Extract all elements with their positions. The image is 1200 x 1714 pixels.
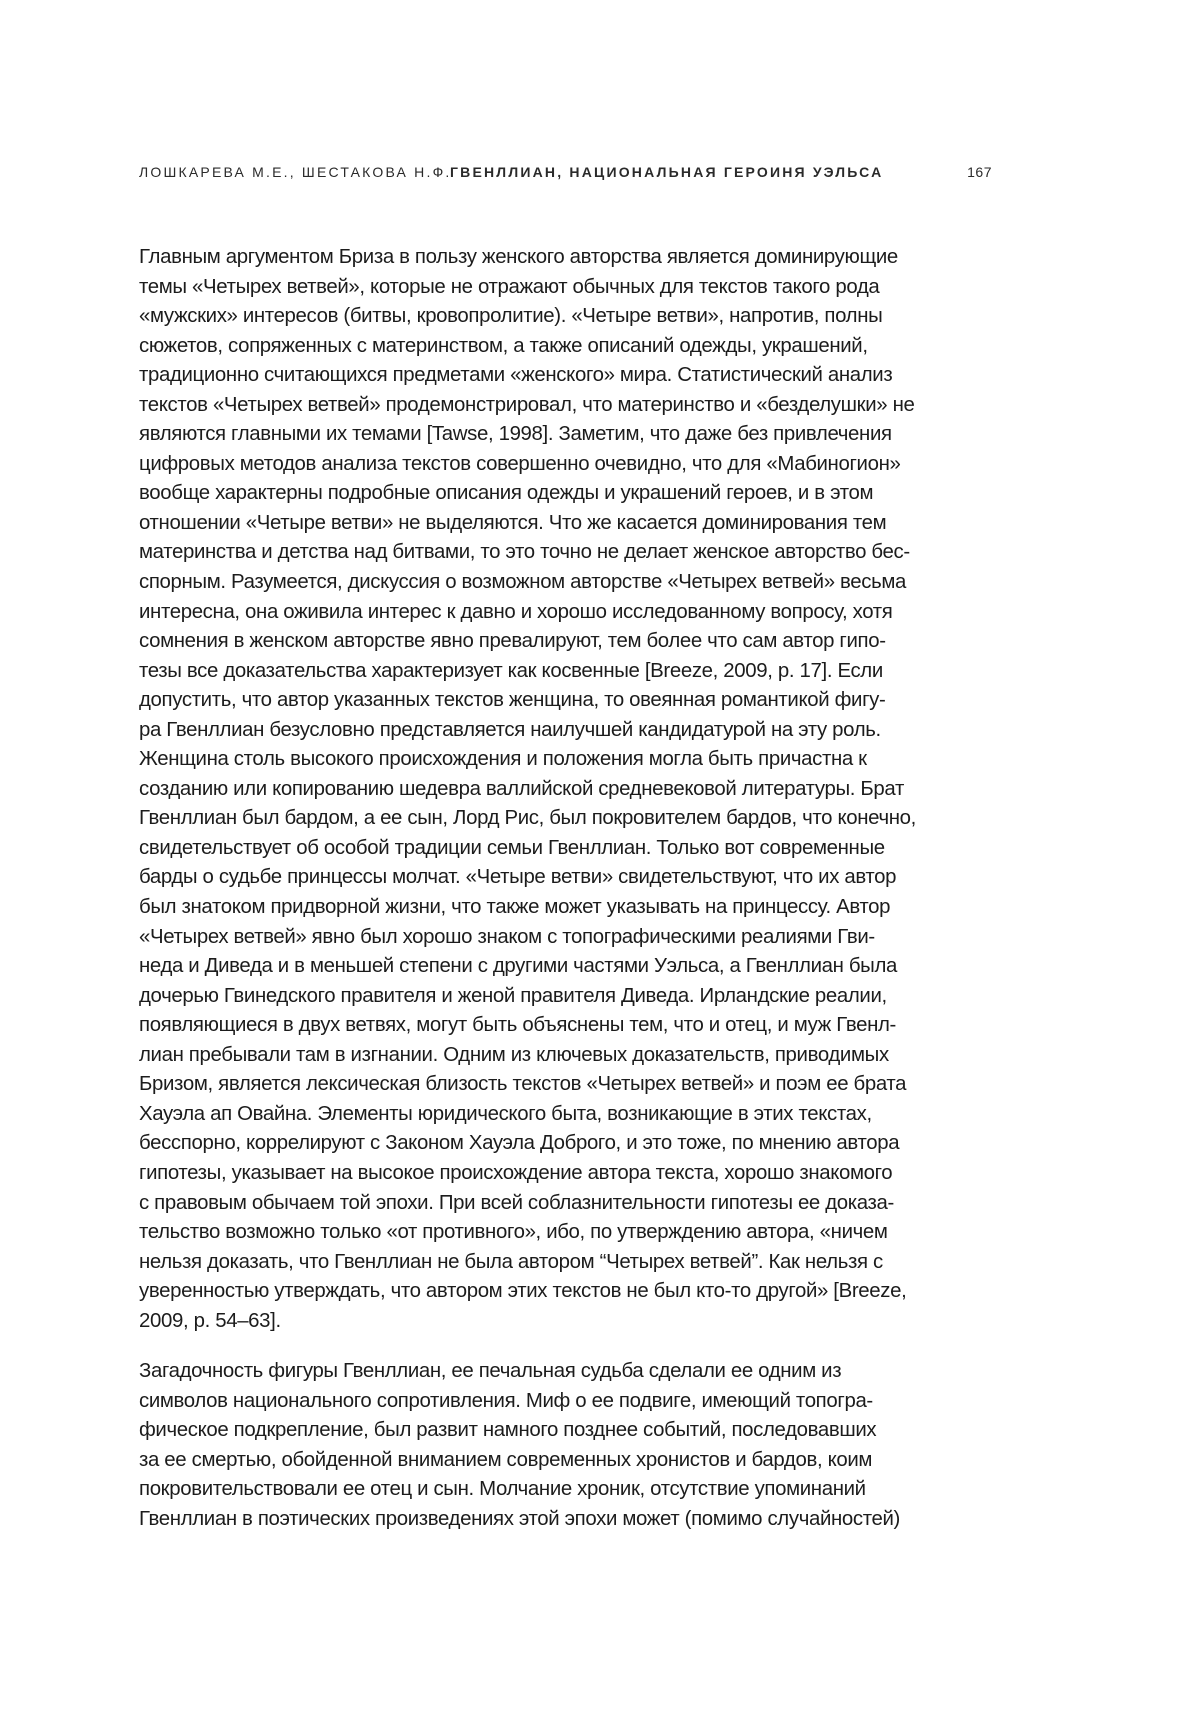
paragraph: Главным аргументом Бриза в пользу женского авторства является доминирующие темы «Четырех ветвей», которые не отражают обычных для текстов такого рода «мужских» интересов (битвы, кровопролитие). «Четыре ветви», напротив, полны сюжетов, сопряженных с материнством, а также описаний одежды, украшений, традиционно считающихся предметами «женского» мира. Статистический анализ текстов «Четырех ветвей» продемонстрировал, что материнство и «безделушки» не являются главными их темами [Tawse, 1998]. Заметим, что даже без привлечения цифровых методов анализа текстов совершенно очевидно, что для «Мабиногион» вообще характерны подробные описания одежды и украшений героев, и в этом отношении «Четыре ветви» не выделяются. Что же касается доминирования тем материнства и детства над битвами, то это точно не делает женское авторство бес- спорным. Разумеется, дискуссия о возможном авторстве «Четырех ветвей» весьма интересна, она оживила интерес к давно и хорошо исследованному вопросу, хотя сомнения в женском авторстве явно превалируют, тем более что сам автор гипо- тезы все доказательства характеризует как косвенные [Breeze, 2009, p. 17]. Если допустить, что автор указанных текстов женщина, то овеянная романтикой фигу- ра Гвенллиан безусловно представляется наилучшей кандидатурой на эту роль. Женщина столь высокого происхождения и положения могла быть причастна к созданию или копированию шедевра валлийской средневековой литературы. Брат Гвенллиан был бардом, а ее сын, Лорд Рис, был покровителем бардов, что конечно, свидетельствует об особой традиции семьи Гвенллиан. Только вот современные барды о судьбе принцессы молчат. «Четыре ветви» свидетельствуют, что их автор был знатоком придворной жизни, что также может указывать на принцессу. Автор «Четырех ветвей» явно был хорошо знаком с топографическими реалиями Гви- неда и Диведа и в меньшей степени с другими частями Уэльса, а Гвенллиан была дочерью Гвинедского правителя и женой правителя Диведа. Ирландские реалии, появляющиеся в двух ветвях, могут быть объяснены тем, что и отец, и муж Гвенл- лиан пребывали там в изгнании. Одним из ключевых доказательств, приводимых Бризом, является лексическая близость текстов «Четырех ветвей» и поэм ее брата Хауэла ап Овайна. Элементы юридического быта, возникающие в этих текстах, бесспорно, коррелируют с Законом Хауэла Доброго, и это тоже, по мнению автора гипотезы, указывает на высокое происхождение автора текста, хорошо знакомого с правовым обычаем той эпохи. При всей соблазнительности гипотезы ее доказа- тельство возможно только «от противного», ибо, по утверждению автора, «ничем нельзя доказать, что Гвенллиан не была автором “Четырех ветвей”. Как нельзя с уверенностью утверждать, что автором этих текстов не был кто-то другой» [Breeze, 2009, p. 54–63]. bbox=[139, 243, 992, 1336]
running-header bbox=[139, 164, 992, 188]
header-authors: ЛОШКАРЕВА М.Е., ШЕСТАКОВА Н.Ф. bbox=[139, 164, 452, 180]
header-article-title: ГВЕНЛЛИАН, НАЦИОНАЛЬНАЯ ГЕРОИНЯ УЭЛЬСА bbox=[450, 164, 883, 180]
paragraph: Загадочность фигуры Гвенллиан, ее печальная судьба сделали ее одним из символов национального сопротивления. Миф о ее подвиге, имеющий топогра- фическое подкрепление, был развит намного позднее событий, последовавших за ее смертью, обойденной вниманием современных хронистов и бардов, коим покровительствовали ее отец и сын. Молчание хроник, отсутствие упоминаний Гвенллиан в поэтических произведениях этой эпохи может (помимо случайностей) bbox=[139, 1357, 992, 1534]
article-body bbox=[139, 243, 992, 1535]
page-number: 167 bbox=[967, 164, 992, 180]
